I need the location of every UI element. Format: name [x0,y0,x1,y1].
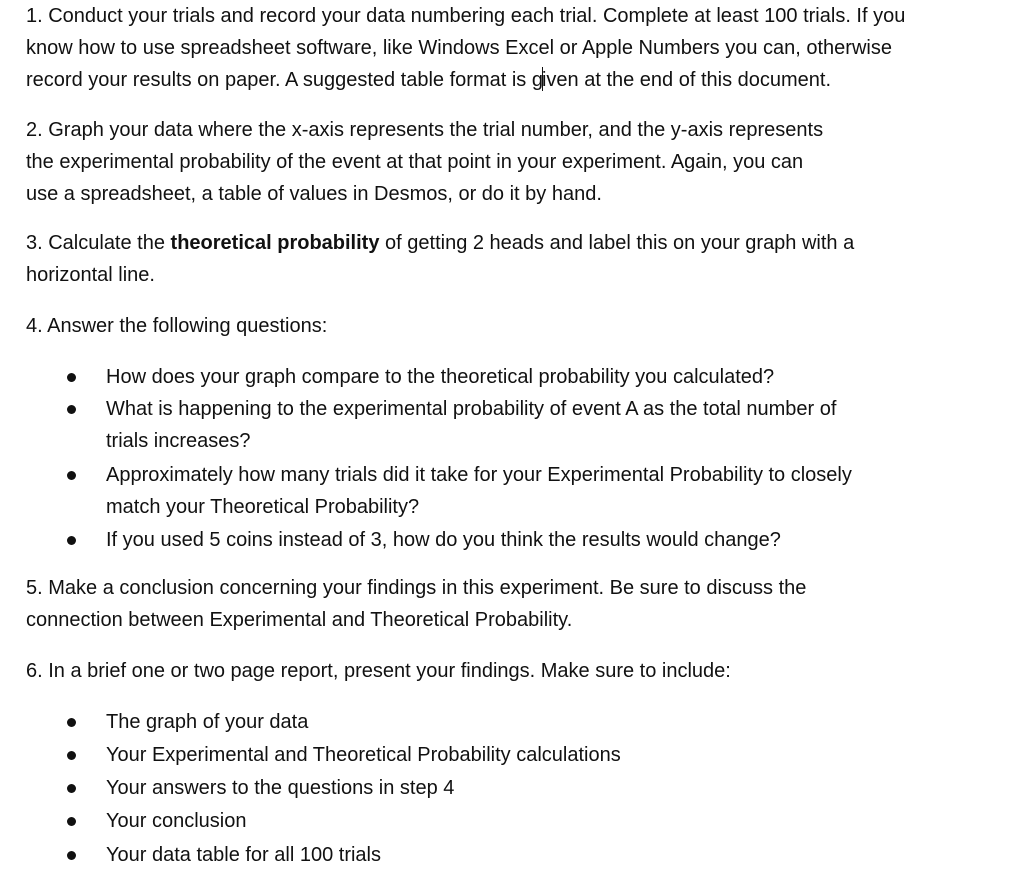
list-item-text [106,393,836,457]
text-line: 2. Graph your data where the x-axis represents the trial number, and the y-axis represents [26,119,824,141]
text-line: the experimental probability of the event at that point in your experiment. Again, you can [26,151,804,173]
bullet-icon [67,373,76,382]
text-segment: iven at the end of this document. [541,69,832,91]
bullet-icon [67,784,76,793]
list-item-text [106,524,781,556]
step-1-paragraph [26,0,1016,96]
bullet-icon [67,536,76,545]
text-line: 1. Conduct your trials and record your data numbering each trial. Complete at least 100 trials. If you [26,5,906,27]
bullet-icon [67,405,76,414]
text-line: What is happening to the experimental probability of event A as the total number of [106,398,837,420]
text-line: How does your graph compare to the theoretical probability you calculated? [106,366,775,388]
list-item-text: Your answers to the questions in step 4 [106,777,455,799]
list-item-text: The graph of your data [106,711,309,733]
text-line: use a spreadsheet, a table of values in Desmos, or do it by hand. [26,183,602,205]
step-2-paragraph [26,114,1016,210]
step-4-heading [26,310,1016,342]
bullet-icon [67,817,76,826]
list-item-text [106,459,852,523]
list-item-text: Your Experimental and Theoretical Probability calculations [106,744,621,766]
step-3-paragraph [26,227,1016,291]
list-item-text: Your conclusion [106,810,247,832]
list-item-text [106,361,774,393]
text-line [26,64,1016,96]
text-segment: record your results on paper. A suggested table format is g [26,69,543,91]
text-line: connection between Experimental and Theoretical Probability. [26,609,573,631]
text-line: 4. Answer the following questions: [26,315,328,337]
text-line [26,227,1016,259]
step-6-heading [26,655,1016,687]
text-segment: 3. Calculate the [26,232,171,254]
bold-term: theoretical probability [170,232,380,254]
text-line: trials increases? [106,430,251,452]
bullet-icon [67,471,76,480]
text-line: If you used 5 coins instead of 3, how do you think the results would change? [106,529,781,551]
text-segment: of getting 2 heads and label this on your graph with a [379,232,855,254]
text-line: horizontal line. [26,264,155,286]
text-line: know how to use spreadsheet software, like Windows Excel or Apple Numbers you can, otherwise [26,37,892,59]
text-line: 5. Make a conclusion concerning your findings in this experiment. Be sure to discuss the [26,577,807,599]
bullet-icon [67,751,76,760]
bullet-icon [67,718,76,727]
text-line: 6. In a brief one or two page report, present your findings. Make sure to include: [26,660,731,682]
text-line: match your Theoretical Probability? [106,496,420,518]
bullet-icon [67,851,76,860]
list-item-text: Your data table for all 100 trials [106,844,381,866]
text-line: Approximately how many trials did it take for your Experimental Probability to closely [106,464,852,486]
step-5-paragraph [26,572,1016,636]
